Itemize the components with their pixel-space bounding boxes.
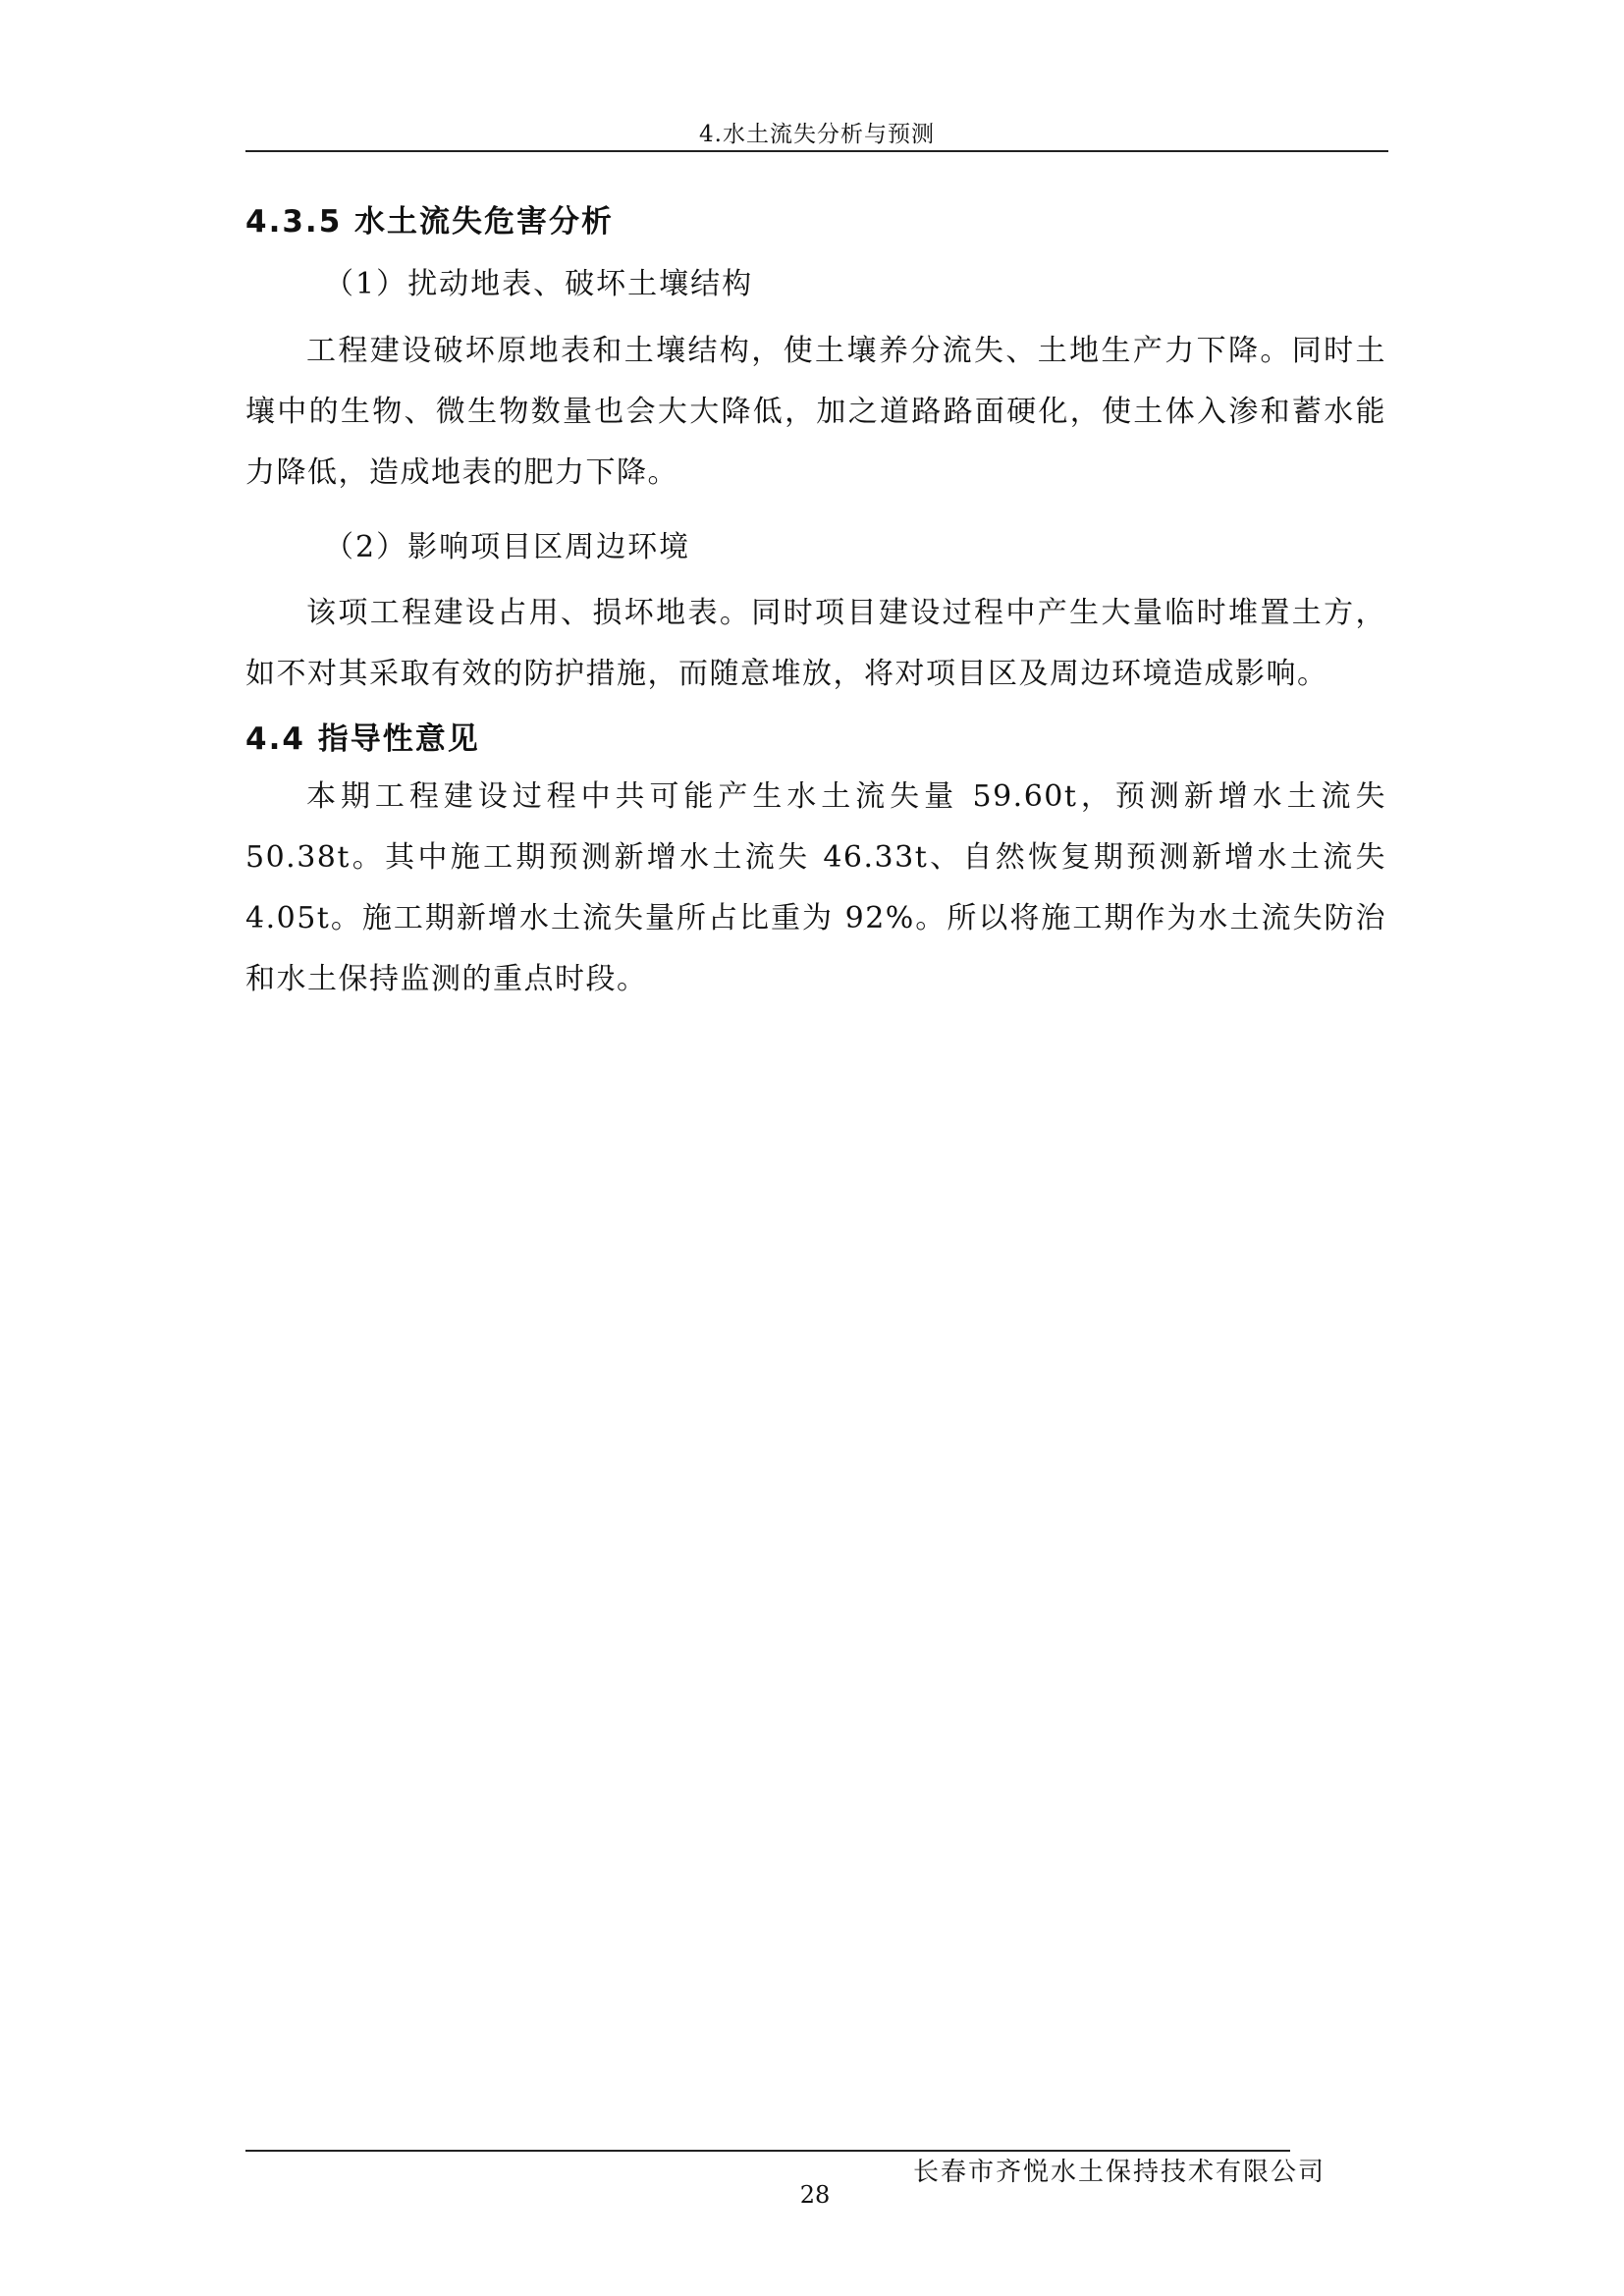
header-rule [245, 150, 1388, 152]
subheading-2: （2）影响项目区周边环境 [324, 530, 691, 564]
subheading-1: （1）扰动地表、破坏土壤结构 [324, 267, 754, 301]
page-number: 28 [799, 2181, 831, 2209]
paragraph-3: 本期工程建设过程中共可能产生水土流失量 59.60t，预测新增水土流失 50.38t。其中施工期预测新增水土流失 46.33t、自然恢复期预测新增水土流失 4.05t。施工期新增水土流失量所占比重为 92%。所以将施工期作为水土流失防治和水土保持监测的重点时段。 [245, 779, 1386, 996]
running-header: 4.水土流失分析与预测 [699, 122, 935, 147]
paragraph-2: 该项工程建设占用、损坏地表。同时项目建设过程中产生大量临时堆置土方，如不对其采取有效的防护措施，而随意堆放，将对项目区及周边环境造成影响。 [245, 596, 1386, 691]
paragraph-1: 工程建设破坏原地表和土壤结构，使土壤养分流失、土地生产力下降。同时土壤中的生物、微生物数量也会大大降低，加之道路路面硬化，使土体入渗和蓄水能力降低，造成地表的肥力下降。 [245, 334, 1386, 490]
section-heading-4-4: 4.4 指导性意见 [245, 721, 480, 757]
footer-company: 长春市齐悦水土保持技术有限公司 [913, 2158, 1326, 2187]
section-heading-4-3-5: 4.3.5 水土流失危害分析 [245, 204, 615, 240]
